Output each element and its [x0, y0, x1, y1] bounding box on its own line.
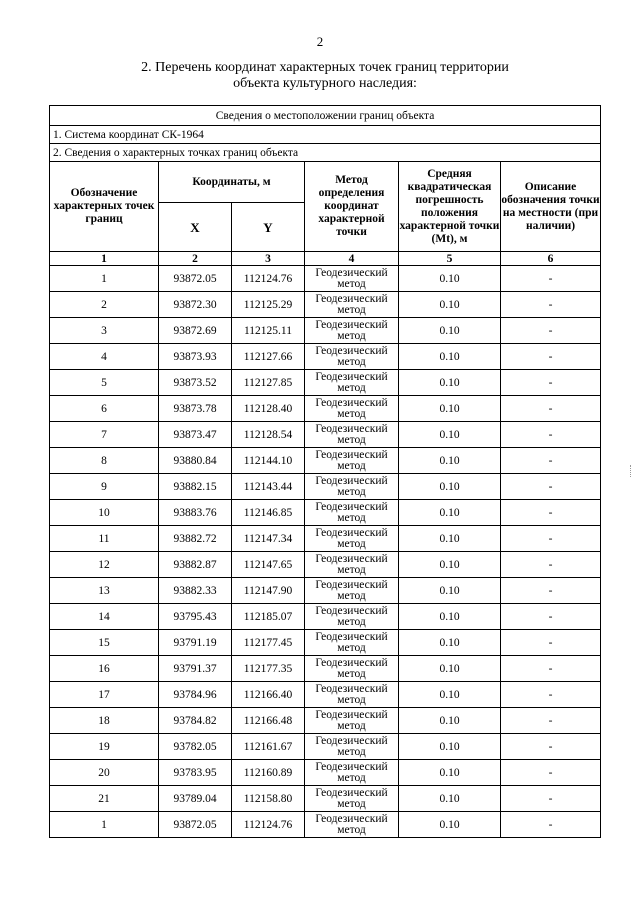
x-cell: 93795.43: [159, 604, 232, 630]
x-cell: 93880.84: [159, 448, 232, 474]
y-cell: 112144.10: [232, 448, 305, 474]
error-cell: 0.10: [399, 578, 501, 604]
error-cell: 0.10: [399, 422, 501, 448]
description-cell: -: [501, 552, 601, 578]
table-row: [50, 318, 601, 344]
x-cell: 93873.47: [159, 422, 232, 448]
x-cell: 93883.76: [159, 500, 232, 526]
point-cell: 1: [50, 812, 159, 838]
description-cell: -: [501, 448, 601, 474]
description-cell: -: [501, 422, 601, 448]
x-cell: 93872.05: [159, 266, 232, 292]
x-cell: 93882.15: [159, 474, 232, 500]
x-cell: 93873.52: [159, 370, 232, 396]
description-cell: -: [501, 370, 601, 396]
error-cell: 0.10: [399, 786, 501, 812]
document-heading: [0, 60, 640, 92]
point-cell: 20: [50, 760, 159, 786]
y-cell: 112127.66: [232, 344, 305, 370]
error-cell: 0.10: [399, 656, 501, 682]
method-cell: Геодезический метод: [305, 422, 399, 448]
table-row: [50, 474, 601, 500]
description-cell: -: [501, 578, 601, 604]
header-error: Средняя квадратическая погрешность положения характерной точки (Mt), м: [399, 162, 501, 252]
point-cell: 12: [50, 552, 159, 578]
method-cell: Геодезический метод: [305, 474, 399, 500]
point-cell: 19: [50, 734, 159, 760]
error-cell: 0.10: [399, 318, 501, 344]
y-cell: 112127.85: [232, 370, 305, 396]
table-row: [50, 656, 601, 682]
table-row: [50, 708, 601, 734]
method-cell: Геодезический метод: [305, 682, 399, 708]
table-row: [50, 604, 601, 630]
table-row: [50, 786, 601, 812]
table-row: [50, 630, 601, 656]
error-cell: 0.10: [399, 552, 501, 578]
point-cell: 13: [50, 578, 159, 604]
description-cell: -: [501, 604, 601, 630]
method-cell: Геодезический метод: [305, 656, 399, 682]
column-number-row: [50, 252, 601, 266]
description-cell: -: [501, 786, 601, 812]
boundary-points-table: [49, 105, 601, 838]
y-cell: 112147.65: [232, 552, 305, 578]
header-description: Описание обозначения точки на местности (при наличии): [501, 162, 601, 252]
y-cell: 112185.07: [232, 604, 305, 630]
error-cell: 0.10: [399, 682, 501, 708]
points-section-title: 2. Сведения о характерных точках границ объекта: [50, 144, 601, 162]
y-cell: 112160.89: [232, 760, 305, 786]
x-cell: 93882.33: [159, 578, 232, 604]
table-row: [50, 448, 601, 474]
error-cell: 0.10: [399, 500, 501, 526]
x-cell: 93791.19: [159, 630, 232, 656]
x-cell: 93789.04: [159, 786, 232, 812]
x-cell: 93872.05: [159, 812, 232, 838]
header-y: Y: [232, 203, 305, 252]
coordinate-system: 1. Система координат СК-1964: [50, 126, 601, 144]
description-cell: -: [501, 396, 601, 422]
method-cell: Геодезический метод: [305, 604, 399, 630]
error-cell: 0.10: [399, 526, 501, 552]
description-cell: -: [501, 708, 601, 734]
y-cell: 112166.40: [232, 682, 305, 708]
point-cell: 7: [50, 422, 159, 448]
point-cell: 1: [50, 266, 159, 292]
point-cell: 11: [50, 526, 159, 552]
description-cell: -: [501, 474, 601, 500]
x-cell: 93873.78: [159, 396, 232, 422]
x-cell: 93882.72: [159, 526, 232, 552]
method-cell: Геодезический метод: [305, 630, 399, 656]
description-cell: -: [501, 526, 601, 552]
table-row: [50, 682, 601, 708]
method-cell: Геодезический метод: [305, 812, 399, 838]
description-cell: -: [501, 344, 601, 370]
y-cell: 112128.54: [232, 422, 305, 448]
x-cell: 93791.37: [159, 656, 232, 682]
y-cell: 112147.34: [232, 526, 305, 552]
method-cell: Геодезический метод: [305, 526, 399, 552]
point-cell: 14: [50, 604, 159, 630]
table-row: [50, 578, 601, 604]
header-point: Обозначение характерных точек границ: [50, 162, 159, 252]
error-cell: 0.10: [399, 630, 501, 656]
error-cell: 0.10: [399, 266, 501, 292]
point-cell: 21: [50, 786, 159, 812]
method-cell: Геодезический метод: [305, 318, 399, 344]
y-cell: 112146.85: [232, 500, 305, 526]
error-cell: 0.10: [399, 734, 501, 760]
method-cell: Геодезический метод: [305, 708, 399, 734]
error-cell: 0.10: [399, 292, 501, 318]
location-banner: Сведения о местоположении границ объекта: [50, 106, 601, 126]
y-cell: 112177.35: [232, 656, 305, 682]
table-row: [50, 266, 601, 292]
description-cell: -: [501, 266, 601, 292]
method-cell: Геодезический метод: [305, 760, 399, 786]
error-cell: 0.10: [399, 370, 501, 396]
point-cell: 18: [50, 708, 159, 734]
description-cell: -: [501, 318, 601, 344]
table-row: [50, 760, 601, 786]
method-cell: Геодезический метод: [305, 786, 399, 812]
column-number: 2: [159, 252, 232, 266]
point-cell: 2: [50, 292, 159, 318]
method-cell: Геодезический метод: [305, 266, 399, 292]
column-number: 1: [50, 252, 159, 266]
column-number: 5: [399, 252, 501, 266]
error-cell: 0.10: [399, 604, 501, 630]
error-cell: 0.10: [399, 812, 501, 838]
y-cell: 112128.40: [232, 396, 305, 422]
method-cell: Геодезический метод: [305, 292, 399, 318]
table-row: [50, 422, 601, 448]
x-cell: 93872.69: [159, 318, 232, 344]
table-row: [50, 292, 601, 318]
description-cell: -: [501, 682, 601, 708]
point-cell: 16: [50, 656, 159, 682]
y-cell: 112161.67: [232, 734, 305, 760]
table-row: [50, 344, 601, 370]
method-cell: Геодезический метод: [305, 500, 399, 526]
description-cell: -: [501, 760, 601, 786]
error-cell: 0.10: [399, 448, 501, 474]
description-cell: -: [501, 812, 601, 838]
x-cell: 93882.87: [159, 552, 232, 578]
method-cell: Геодезический метод: [305, 734, 399, 760]
point-cell: 6: [50, 396, 159, 422]
point-cell: 3: [50, 318, 159, 344]
error-cell: 0.10: [399, 474, 501, 500]
table-row: [50, 526, 601, 552]
x-cell: 93782.05: [159, 734, 232, 760]
column-number: 6: [501, 252, 601, 266]
method-cell: Геодезический метод: [305, 344, 399, 370]
table-row: [50, 500, 601, 526]
y-cell: 112125.11: [232, 318, 305, 344]
header-method: Метод определения координат характерной точки: [305, 162, 399, 252]
table-row: [50, 552, 601, 578]
y-cell: 112147.90: [232, 578, 305, 604]
column-number: 3: [232, 252, 305, 266]
point-cell: 9: [50, 474, 159, 500]
method-cell: Геодезический метод: [305, 552, 399, 578]
y-cell: 112125.29: [232, 292, 305, 318]
header-x: X: [159, 203, 232, 252]
x-cell: 93784.96: [159, 682, 232, 708]
margin-mark: [630, 465, 632, 477]
table-row: [50, 370, 601, 396]
error-cell: 0.10: [399, 760, 501, 786]
method-cell: Геодезический метод: [305, 370, 399, 396]
header-coords: Координаты, м: [159, 162, 305, 203]
point-cell: 8: [50, 448, 159, 474]
method-cell: Геодезический метод: [305, 578, 399, 604]
page-number: 2: [316, 34, 324, 49]
table-body: [50, 106, 601, 838]
point-cell: 5: [50, 370, 159, 396]
method-cell: Геодезический метод: [305, 448, 399, 474]
description-cell: -: [501, 630, 601, 656]
method-cell: Геодезический метод: [305, 396, 399, 422]
heading-line-2: объекта культурного наследия:: [233, 76, 417, 91]
y-cell: 112177.45: [232, 630, 305, 656]
point-cell: 15: [50, 630, 159, 656]
description-cell: -: [501, 656, 601, 682]
table-row: [50, 396, 601, 422]
error-cell: 0.10: [399, 396, 501, 422]
y-cell: 112158.80: [232, 786, 305, 812]
heading-line-1: 2. Перечень координат характерных точек границ территории: [141, 60, 509, 75]
description-cell: -: [501, 292, 601, 318]
x-cell: 93873.93: [159, 344, 232, 370]
table-row: [50, 812, 601, 838]
x-cell: 93784.82: [159, 708, 232, 734]
point-cell: 17: [50, 682, 159, 708]
error-cell: 0.10: [399, 344, 501, 370]
error-cell: 0.10: [399, 708, 501, 734]
y-cell: 112166.48: [232, 708, 305, 734]
y-cell: 112124.76: [232, 266, 305, 292]
y-cell: 112124.76: [232, 812, 305, 838]
point-cell: 10: [50, 500, 159, 526]
x-cell: 93783.95: [159, 760, 232, 786]
column-number: 4: [305, 252, 399, 266]
description-cell: -: [501, 500, 601, 526]
point-cell: 4: [50, 344, 159, 370]
x-cell: 93872.30: [159, 292, 232, 318]
y-cell: 112143.44: [232, 474, 305, 500]
description-cell: -: [501, 734, 601, 760]
table-row: [50, 734, 601, 760]
